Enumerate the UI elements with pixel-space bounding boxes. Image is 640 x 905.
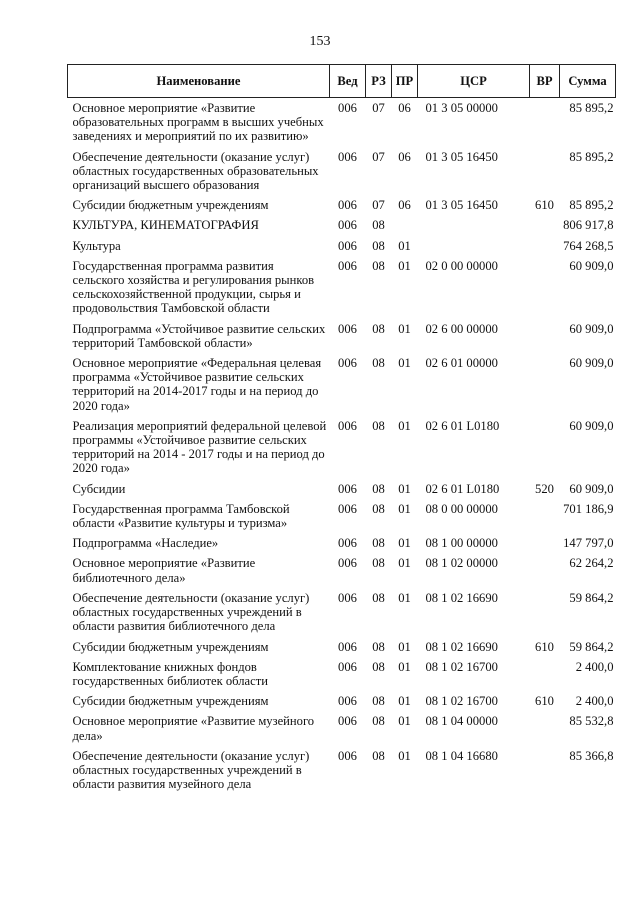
cell-vr: [530, 499, 560, 533]
cell-pr: 01: [398, 748, 411, 763]
table-row: [68, 215, 616, 235]
cell-rz: 08: [372, 481, 385, 496]
cell-sum: 60 909,0: [569, 258, 614, 273]
cell-name: Основное мероприятие «Развитие библиотечного дела»: [72, 556, 256, 585]
cell-name: КУЛЬТУРА, КИНЕМАТОГРАФИЯ: [72, 218, 259, 233]
cell-csr: 02 0 00 00000: [425, 258, 498, 273]
cell-vr: [530, 533, 560, 553]
cell-vr: [530, 236, 560, 256]
table-row: [68, 691, 616, 711]
cell-name: Субсидии: [72, 481, 126, 496]
cell-sum: 2 400,0: [575, 694, 614, 709]
cell-pr: 01: [398, 694, 411, 709]
cell-rz: 08: [372, 714, 385, 729]
cell-pr: 01: [398, 258, 411, 273]
cell-rz: 08: [372, 356, 385, 371]
cell-vr: [530, 657, 560, 691]
cell-pr: 01: [398, 238, 411, 253]
cell-name: Обеспечение деятельности (оказание услуг) областных государственных образовательных организаций высшего образования: [72, 149, 319, 193]
cell-ved: 006: [338, 659, 357, 674]
cell-vr: 610: [535, 639, 554, 654]
cell-rz: 07: [372, 101, 385, 115]
cell-ved: 006: [338, 694, 357, 709]
cell-sum: 62 264,2: [569, 556, 614, 571]
budget-table: [67, 64, 616, 794]
cell-sum: 85 532,8: [569, 714, 614, 729]
cell-csr: 08 1 02 16690: [425, 590, 498, 605]
cell-sum: 701 186,9: [563, 501, 614, 516]
table-row: [68, 236, 616, 256]
table-row: [68, 147, 616, 196]
cell-pr: 01: [398, 556, 411, 571]
cell-sum: 2 400,0: [575, 659, 614, 674]
cell-pr: 01: [398, 714, 411, 729]
cell-name: Обеспечение деятельности (оказание услуг) областных государственных учреждений в области развития музейного дела: [72, 748, 310, 792]
cell-ved: 006: [338, 501, 357, 516]
page-number: 153: [309, 34, 331, 49]
cell-vr: [530, 319, 560, 353]
header-pr: ПР: [392, 65, 418, 98]
cell-ved: 006: [338, 238, 357, 253]
cell-name: Субсидии бюджетным учреждениям: [72, 198, 269, 213]
cell-vr: [530, 98, 560, 147]
cell-name: Государственная программа Тамбовской области «Развитие культуры и туризма»: [72, 501, 290, 531]
table-row: [68, 637, 616, 657]
table-row: [68, 195, 616, 215]
cell-pr: 01: [398, 356, 411, 371]
cell-pr: 01: [398, 639, 411, 654]
cell-csr: 08 1 00 00000: [425, 536, 498, 551]
cell-vr: [530, 746, 560, 795]
cell-pr: [392, 215, 418, 235]
cell-vr: [530, 711, 560, 745]
cell-sum: 85 366,8: [569, 748, 614, 763]
cell-sum: 60 909,0: [569, 356, 614, 371]
cell-rz: 08: [372, 418, 385, 433]
cell-sum: 60 909,0: [569, 321, 614, 336]
cell-rz: 08: [372, 501, 385, 516]
cell-sum: 60 909,0: [569, 418, 614, 433]
cell-vr: 610: [535, 694, 554, 709]
cell-rz: 08: [372, 590, 385, 605]
table-row: [68, 353, 616, 416]
cell-name: Культура: [72, 238, 121, 253]
table-row: [68, 553, 616, 587]
table-row: [68, 479, 616, 499]
table-row: [68, 657, 616, 691]
cell-ved: 006: [338, 536, 357, 551]
cell-rz: 08: [372, 238, 385, 253]
cell-ved: 006: [338, 198, 357, 213]
cell-csr: 08 0 00 00000: [425, 501, 498, 516]
table-row: [68, 416, 616, 479]
cell-sum: 85 895,2: [569, 149, 614, 164]
cell-rz: 08: [372, 556, 385, 571]
table-row: [68, 746, 616, 795]
cell-name: Субсидии бюджетным учреждениям: [72, 639, 269, 654]
cell-pr: 01: [398, 501, 411, 516]
cell-rz: 08: [372, 639, 385, 654]
cell-name: Государственная программа развития сельского хозяйства и регулирования рынков сельскохозяйственной продукции, сырья и продовольствия Тамбовской области: [72, 258, 315, 316]
cell-rz: 08: [372, 258, 385, 273]
cell-csr: 08 1 02 16690: [425, 639, 498, 654]
header-sum: Сумма: [560, 65, 616, 98]
cell-pr: 01: [398, 659, 411, 674]
cell-vr: [530, 215, 560, 235]
cell-csr: 01 3 05 16450: [425, 149, 498, 164]
cell-csr: 01 3 05 16450: [425, 198, 498, 213]
table-row: [68, 98, 616, 147]
cell-ved: 006: [338, 321, 357, 336]
cell-name: Основное мероприятие «Федеральная целевая программа «Устойчивое развитие сельских территорий на 2014-2017 годы и на период до 2020 года»: [72, 356, 322, 413]
cell-sum: 59 864,2: [569, 590, 614, 605]
table-body: [68, 98, 616, 795]
cell-ved: 006: [338, 101, 357, 115]
cell-ved: 006: [338, 258, 357, 273]
cell-sum: 85 895,2: [569, 198, 614, 213]
cell-vr: [530, 353, 560, 416]
cell-name: Основное мероприятие «Развитие музейного дела»: [72, 714, 315, 743]
cell-ved: 006: [338, 556, 357, 571]
cell-rz: 08: [372, 694, 385, 709]
header-vr: ВР: [530, 65, 560, 98]
cell-rz: 08: [372, 536, 385, 551]
cell-csr: 02 6 01 L0180: [425, 418, 500, 433]
cell-name: Основное мероприятие «Развитие образовательных программ в высших учебных заведениях и мероприятий по их развитию»: [72, 101, 324, 144]
cell-vr: [530, 416, 560, 479]
table-row: [68, 533, 616, 553]
cell-ved: 006: [338, 714, 357, 729]
cell-vr: [530, 588, 560, 637]
cell-rz: 08: [372, 218, 385, 233]
cell-rz: 08: [372, 659, 385, 674]
cell-csr: 02 6 00 00000: [425, 321, 498, 336]
header-name: Наименование: [68, 65, 330, 98]
header-csr: ЦСР: [418, 65, 530, 98]
cell-sum: 147 797,0: [563, 536, 614, 551]
table-row: [68, 711, 616, 745]
cell-name: Комплектование книжных фондов государственных библиотек области: [72, 659, 268, 688]
cell-pr: 06: [398, 101, 411, 115]
cell-csr: 08 1 02 16700: [425, 694, 498, 709]
cell-rz: 07: [372, 198, 385, 213]
cell-csr: 08 1 02 16700: [425, 659, 498, 674]
cell-name: Подпрограмма «Устойчивое развитие сельских территорий Тамбовской области»: [72, 321, 326, 350]
cell-csr: [418, 236, 530, 256]
cell-vr: 520: [535, 481, 554, 496]
cell-sum: 806 917,8: [563, 218, 614, 233]
cell-vr: [530, 147, 560, 196]
cell-pr: 01: [398, 418, 411, 433]
cell-csr: 08 1 04 00000: [425, 714, 498, 729]
cell-name: Субсидии бюджетным учреждениям: [72, 694, 269, 709]
cell-ved: 006: [338, 748, 357, 763]
cell-csr: 02 6 01 00000: [425, 356, 498, 371]
cell-ved: 006: [338, 218, 357, 233]
table-row: [68, 319, 616, 353]
cell-csr: 08 1 02 00000: [425, 556, 498, 571]
cell-name: Подпрограмма «Наследие»: [72, 536, 219, 551]
cell-vr: [530, 256, 560, 319]
cell-pr: 01: [398, 481, 411, 496]
cell-vr: [530, 553, 560, 587]
table-row: [68, 588, 616, 637]
cell-csr: 01 3 05 00000: [425, 101, 498, 115]
header-rz: РЗ: [366, 65, 392, 98]
cell-vr: 610: [535, 198, 554, 213]
cell-sum: 59 864,2: [569, 639, 614, 654]
table-header: [68, 65, 616, 98]
cell-ved: 006: [338, 590, 357, 605]
cell-pr: 06: [398, 198, 411, 213]
cell-pr: 01: [398, 536, 411, 551]
cell-csr: 02 6 01 L0180: [425, 481, 500, 496]
cell-pr: 01: [398, 321, 411, 336]
cell-rz: 08: [372, 321, 385, 336]
cell-sum: 764 268,5: [563, 238, 614, 253]
cell-ved: 006: [338, 639, 357, 654]
cell-pr: 01: [398, 590, 411, 605]
cell-ved: 006: [338, 418, 357, 433]
cell-ved: 006: [338, 481, 357, 496]
cell-ved: 006: [338, 149, 357, 164]
cell-csr: [418, 215, 530, 235]
cell-sum: 60 909,0: [569, 481, 614, 496]
cell-sum: 85 895,2: [569, 101, 614, 115]
cell-rz: 07: [372, 149, 385, 164]
cell-name: Реализация мероприятий федеральной целевой программы «Устойчивое развитие сельских территорий на 2014 - 2017 годы и на период до 2020 года»: [72, 418, 327, 476]
cell-csr: 08 1 04 16680: [425, 748, 498, 763]
table-row: [68, 256, 616, 319]
table-row: [68, 499, 616, 533]
cell-name: Обеспечение деятельности (оказание услуг) областных государственных учреждений в области развития библиотечного дела: [72, 590, 310, 634]
cell-rz: 08: [372, 748, 385, 763]
cell-pr: 06: [398, 149, 411, 164]
header-ved: Вед: [330, 65, 366, 98]
cell-ved: 006: [338, 356, 357, 371]
